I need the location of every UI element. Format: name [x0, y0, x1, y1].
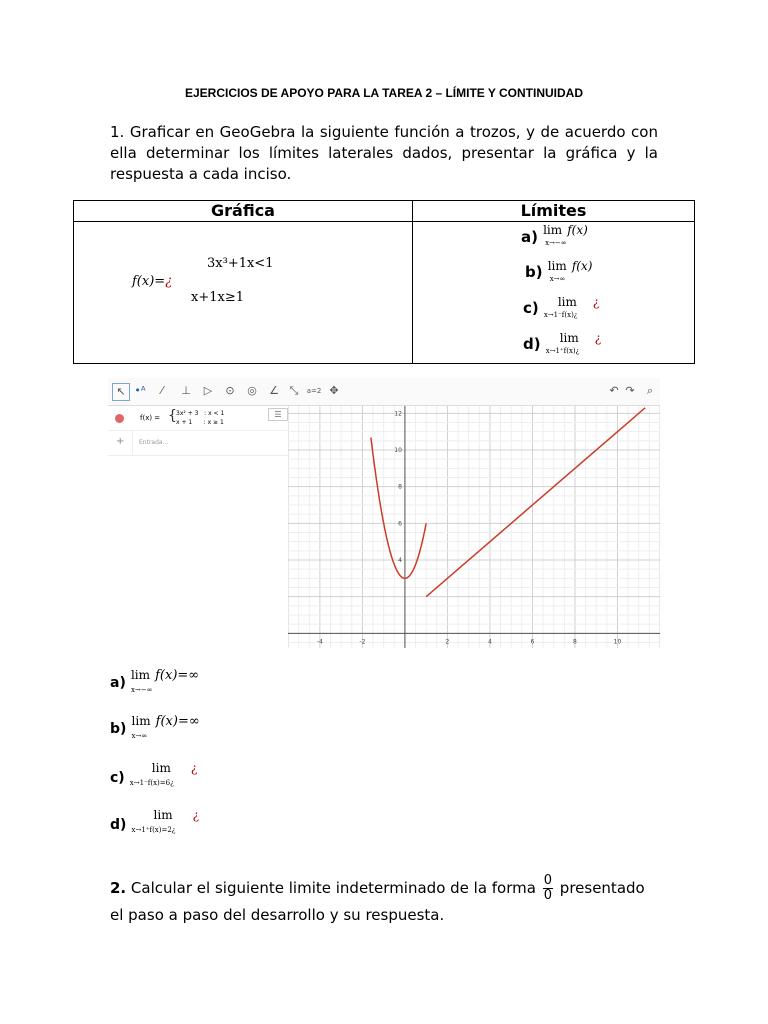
conic-tool-icon[interactable]: ◎	[247, 384, 257, 397]
q2-line-2: el paso a paso del desarrollo y su respuesta.	[110, 906, 445, 924]
circle-tool-icon[interactable]: ⊙	[225, 384, 235, 397]
limit-a: a) lim f(x) x→−∞	[521, 223, 588, 247]
q1-line-1: 1. Graficar en GeoGebra la siguiente función a trozos, y de acuerdo con	[110, 123, 658, 141]
algebra-style-icon[interactable]: ☰	[268, 408, 288, 421]
q2-text: Calcular el siguiente limite indeterminado de la forma	[130, 879, 536, 897]
reflect-tool-icon[interactable]: ⤡	[289, 384, 299, 397]
piece-1: 3x³+1x<1	[207, 256, 274, 271]
function-cell	[74, 222, 413, 364]
graphics-view[interactable]	[288, 406, 660, 648]
limit-b: b) lim f(x) x→∞	[525, 259, 593, 283]
add-icon[interactable]: +	[116, 436, 125, 447]
q2-after: presentado	[559, 879, 645, 897]
algebra-view	[108, 406, 289, 648]
answer-a: a) lim f(x)=∞ x→−∞	[110, 668, 200, 694]
redo-icon[interactable]: ↷	[625, 384, 635, 397]
perpendicular-tool-icon[interactable]: ⊥	[181, 384, 191, 397]
geogebra-toolbar	[108, 378, 660, 406]
curve-piece-2	[426, 408, 645, 597]
table-header-grafica: Gráfica	[74, 201, 413, 222]
undo-icon[interactable]: ↶	[609, 384, 619, 397]
table-header-limites: Límites	[413, 201, 695, 222]
exercise-table	[73, 200, 695, 364]
limit-c: c) lim ¿ x→1⁻f(x)¿	[523, 295, 600, 319]
search-icon[interactable]: ⌕	[646, 384, 654, 397]
x-tick-label: -2	[359, 638, 366, 646]
limits-cell	[413, 222, 695, 364]
algebra-row-f[interactable]	[108, 406, 288, 431]
line-tool-icon[interactable]: ⁄	[161, 384, 163, 397]
visibility-toggle-icon[interactable]	[115, 414, 124, 423]
case-1: 3x² + 3 : x < 1	[176, 410, 225, 417]
page-title: EJERCICIOS DE APOYO PARA LA TAREA 2 – LÍMITE Y CONTINUIDAD	[184, 86, 584, 100]
move-view-tool-icon[interactable]: ✥	[329, 384, 339, 397]
x-tick-label: 4	[488, 638, 492, 646]
x-tick-label: 2	[445, 638, 450, 646]
q2-fraction: $\frac{0}{0}$	[543, 873, 553, 903]
divider	[132, 431, 133, 455]
polygon-tool-icon[interactable]: ▷	[203, 384, 213, 397]
q2-line-1	[110, 874, 645, 903]
input-bar[interactable]: Entrada...	[139, 439, 169, 446]
angle-tool-icon[interactable]: ∠	[269, 384, 279, 397]
case-2: x + 1 : x ≥ 1	[176, 419, 224, 426]
geogebra-screenshot	[108, 378, 660, 648]
input-row[interactable]	[108, 431, 288, 456]
q1-line-2: ella determinar los límites laterales dados, presentar la gráfica y la	[110, 144, 658, 162]
q2-number: 2.	[110, 879, 127, 897]
brace-icon: {	[168, 408, 177, 424]
y-tick-label: 12	[394, 410, 402, 418]
x-tick-label: 6	[530, 638, 535, 646]
y-tick-label: 8	[398, 483, 402, 491]
x-tick-label: 10	[613, 638, 622, 646]
x-tick-label: -4	[316, 638, 323, 646]
answer-b: b) lim f(x)=∞ x→∞	[110, 714, 200, 740]
piece-2: x+1x≥1	[191, 290, 244, 305]
x-tick-label: 8	[573, 638, 577, 646]
move-tool-icon[interactable]: ↖	[112, 383, 130, 401]
limit-d: d) lim ¿ x→1⁺f(x)¿	[523, 331, 602, 355]
point-tool-icon[interactable]: •ᴬ	[134, 384, 146, 397]
q1-line-3: respuesta a cada inciso.	[110, 165, 292, 183]
answer-c: c) lim ¿ x→1⁻f(x)=6¿	[110, 761, 198, 787]
function-lhs: f(x)=¿	[132, 274, 173, 289]
slider-tool-icon[interactable]: a=2	[306, 387, 322, 395]
answer-d: d) lim ¿ x→1⁺f(x)=2¿	[110, 808, 200, 834]
y-tick-label: 4	[398, 557, 402, 564]
y-tick-label: 10	[394, 447, 402, 454]
function-label: f(x) =	[140, 414, 161, 422]
y-tick-label: 6	[398, 520, 402, 528]
